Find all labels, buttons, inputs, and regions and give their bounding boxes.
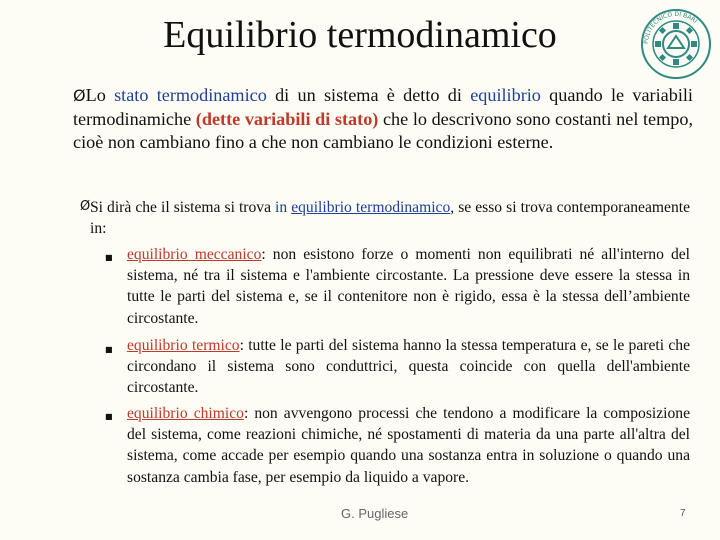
para1-text: che lo descrivono sono costanti nel tempo, cioè non cambiano fino a che non cambiano le condizioni esterne.: [73, 108, 693, 152]
term-equilibrio-termodinamico: equilibrio termodinamico: [291, 199, 451, 216]
logo-ring-text: POLITECNICO DI BARI: [642, 10, 699, 45]
square-bullet-icon: ■: [105, 345, 113, 354]
item-text: : non esistono forze o momenti non equilibrati né all'interno del sistema, né tra il sistema e l'ambiente circostante. La pressione deve essere la stessa in tutte le parti del sistema e, se il contenitore non è rigido, essa è la stessa dell’ambiente circostante.: [127, 246, 690, 327]
paragraph-state: [73, 84, 693, 155]
square-bullet-icon: ■: [105, 412, 113, 421]
para1-text: Lo: [85, 85, 115, 105]
term-equilibrio: equilibrio: [470, 85, 541, 105]
para2-text: Si dirà che il sistema si trova: [90, 199, 276, 216]
politecnico-logo: [640, 8, 712, 80]
paragraph-thermo-eq: [90, 197, 690, 239]
term-chimico: equilibrio chimico: [127, 405, 244, 422]
arrow-bullet-icon: Ø: [80, 199, 91, 214]
page-number: 7: [680, 508, 686, 519]
slide-title: Equilibrio termodinamico: [163, 14, 557, 56]
square-bullet-icon: ■: [105, 253, 113, 262]
para1-text: quando le variabili termodinamiche: [73, 85, 693, 129]
para1-text: di un sistema è detto di: [266, 85, 471, 105]
arrow-bullet-icon: Ø: [73, 86, 86, 105]
term-meccanico: equilibrio meccanico: [127, 246, 262, 263]
item-text: : tutte le parti del sistema hanno la stessa temperatura e, se le pareti che circondano il sistema sono conduttrici, questa coincide con quella dell'ambiente circostante.: [127, 337, 691, 397]
list-item-termico: [127, 335, 690, 399]
item-text: : non avvengono processi che tendono a modificare la composizione del sistema, come reazioni chimiche, né spostamenti di materia da una parte all'altra del sistema, come accade per esempio quando una sostanza entra in soluzione o quando una sostanza cambia fase, per esempio da liquido a vapore.: [127, 405, 690, 486]
para2-in: in: [275, 199, 292, 216]
term-termico: equilibrio termico: [127, 337, 240, 354]
list-item-chimico: [127, 403, 690, 488]
footer-author: G. Pugliese: [341, 506, 409, 521]
list-item-meccanico: [127, 244, 690, 329]
term-variabili-stato: (dette variabili di stato): [195, 108, 379, 129]
term-stato: stato termodinamico: [114, 85, 267, 105]
para2-text: , se esso si trova contemporaneamente in:: [90, 199, 690, 238]
